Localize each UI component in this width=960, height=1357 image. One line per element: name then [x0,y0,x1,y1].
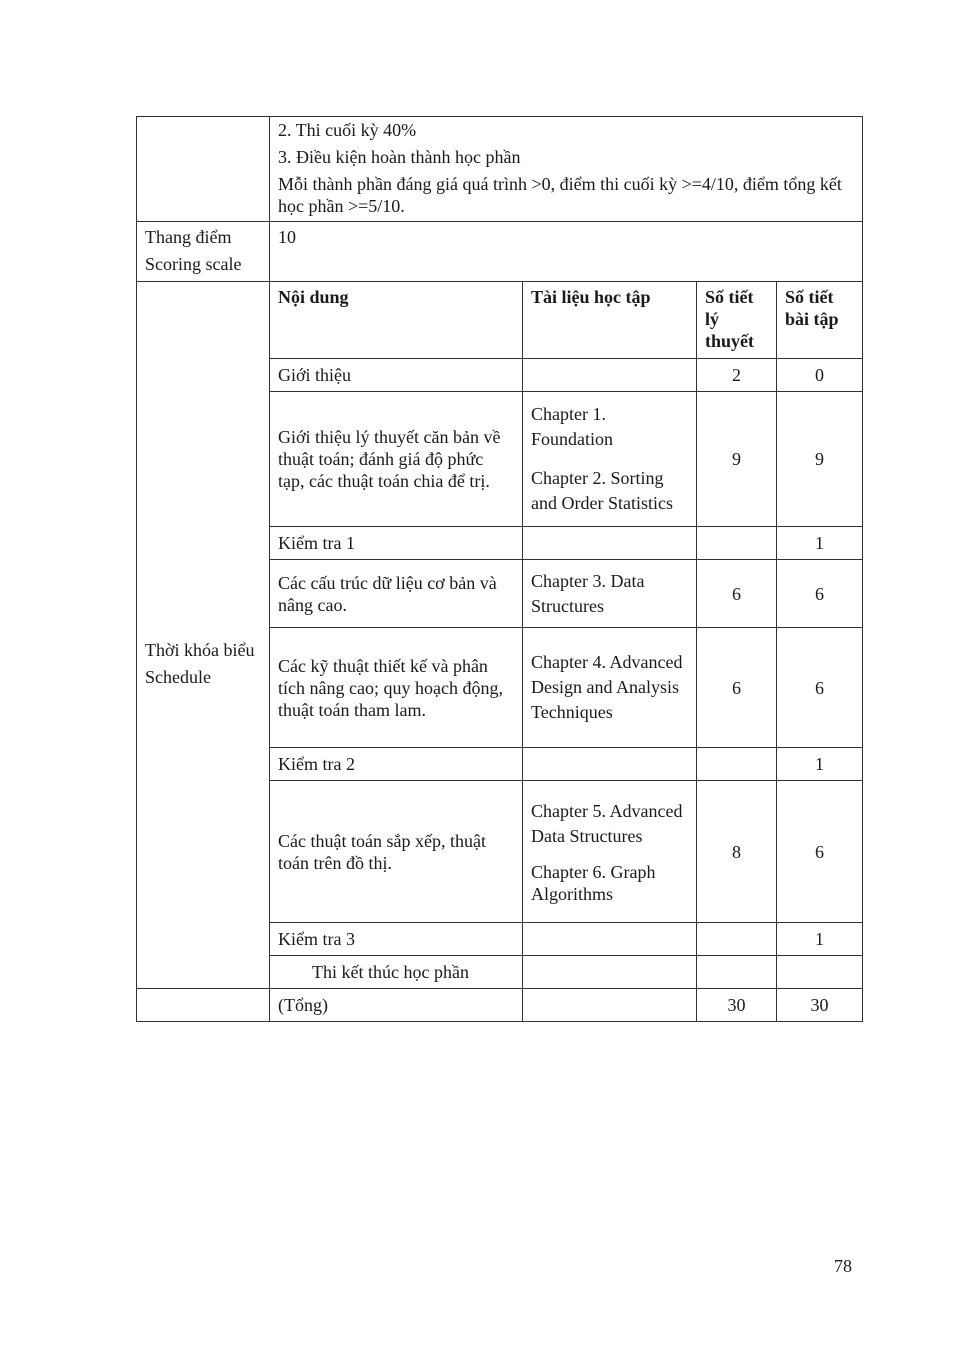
row-material [523,527,697,560]
row-material [523,956,697,989]
row-content: Kiểm tra 3 [270,923,523,956]
row-material [523,781,697,923]
scoring-scale-label-cell [137,222,270,282]
row-content: Các thuật toán sắp xếp, thuật toán trên đồ thị. [270,781,523,923]
row-material [523,359,697,392]
schedule-header-row [137,282,863,359]
row-content: Giới thiệu [270,359,523,392]
total-material [523,989,697,1022]
row-content: Kiểm tra 2 [270,748,523,781]
row-content: Giới thiệu lý thuyết căn bản về thuật toán; đánh giá độ phức tạp, các thuật toán chia để trị. [270,392,523,527]
row-exercise: 1 [777,527,863,560]
assessment-row [137,117,863,222]
row-material: Chapter 3. Data Structures [523,560,697,628]
row-theory [697,527,777,560]
row-content: Các cấu trúc dữ liệu cơ bản và nâng cao. [270,560,523,628]
schedule-label-cell [137,282,270,989]
row-exercise: 0 [777,359,863,392]
row-material [523,392,697,527]
scoring-scale-value: 10 [270,222,863,282]
row-theory: 8 [697,781,777,923]
row-exercise [777,956,863,989]
scoring-scale-label-vi: Thang điểm [145,227,232,247]
row-theory [697,923,777,956]
row-material [523,748,697,781]
row-exercise: 6 [777,560,863,628]
row-material: Chapter 4. Advanced Design and Analysis Techniques [523,628,697,748]
scoring-scale-label-en: Scoring scale [145,254,242,274]
final-exam-weight: 2. Thi cuối kỳ 40% [278,120,417,140]
header-theory-hours: Số tiết lý thuyết [697,282,777,359]
syllabus-table [136,116,863,1022]
scoring-scale-row [137,222,863,282]
row-exercise: 9 [777,392,863,527]
header-material: Tài liệu học tập [523,282,697,359]
row-exercise: 6 [777,628,863,748]
row-theory [697,748,777,781]
row-content: Các kỹ thuật thiết kế và phân tích nâng cao; quy hoạch động, thuật toán tham lam. [270,628,523,748]
row-exercise: 1 [777,923,863,956]
row-theory [697,956,777,989]
schedule-label-vi: Thời khóa biểu [145,639,255,660]
total-exercise: 30 [777,989,863,1022]
row-material [523,923,697,956]
header-exercise-hours: Số tiết bài tập [777,282,863,359]
completion-conditions: Mỗi thành phần đáng giá quá trình >0, điểm thi cuối kỳ >=4/10, điểm tổng kết học phần >=5/10. [278,174,842,216]
row-content: Kiểm tra 1 [270,527,523,560]
row-exercise: 6 [777,781,863,923]
row-exercise: 1 [777,748,863,781]
material-chapter-1: Chapter 1. Foundation [531,404,614,449]
row-theory: 9 [697,392,777,527]
row-content: Thi kết thúc học phần [270,956,523,989]
total-row [137,989,863,1022]
material-chapter-5: Chapter 5. Advanced Data Structures [531,800,683,846]
total-label: (Tổng) [270,989,523,1022]
total-label-cell [137,989,270,1022]
material-chapter-2: Chapter 2. Sorting and Order Statistics [531,468,673,513]
row-theory: 2 [697,359,777,392]
row-theory: 6 [697,560,777,628]
assessment-content-cell [270,117,863,222]
page-number: 78 [834,1256,852,1276]
total-theory: 30 [697,989,777,1022]
assessment-label-cell [137,117,270,222]
schedule-label-en: Schedule [145,666,211,687]
header-content: Nội dung [270,282,523,359]
completion-heading: 3. Điều kiện hoàn thành học phần [278,147,521,167]
material-chapter-6: Chapter 6. Graph Algorithms [531,861,656,904]
row-theory: 6 [697,628,777,748]
